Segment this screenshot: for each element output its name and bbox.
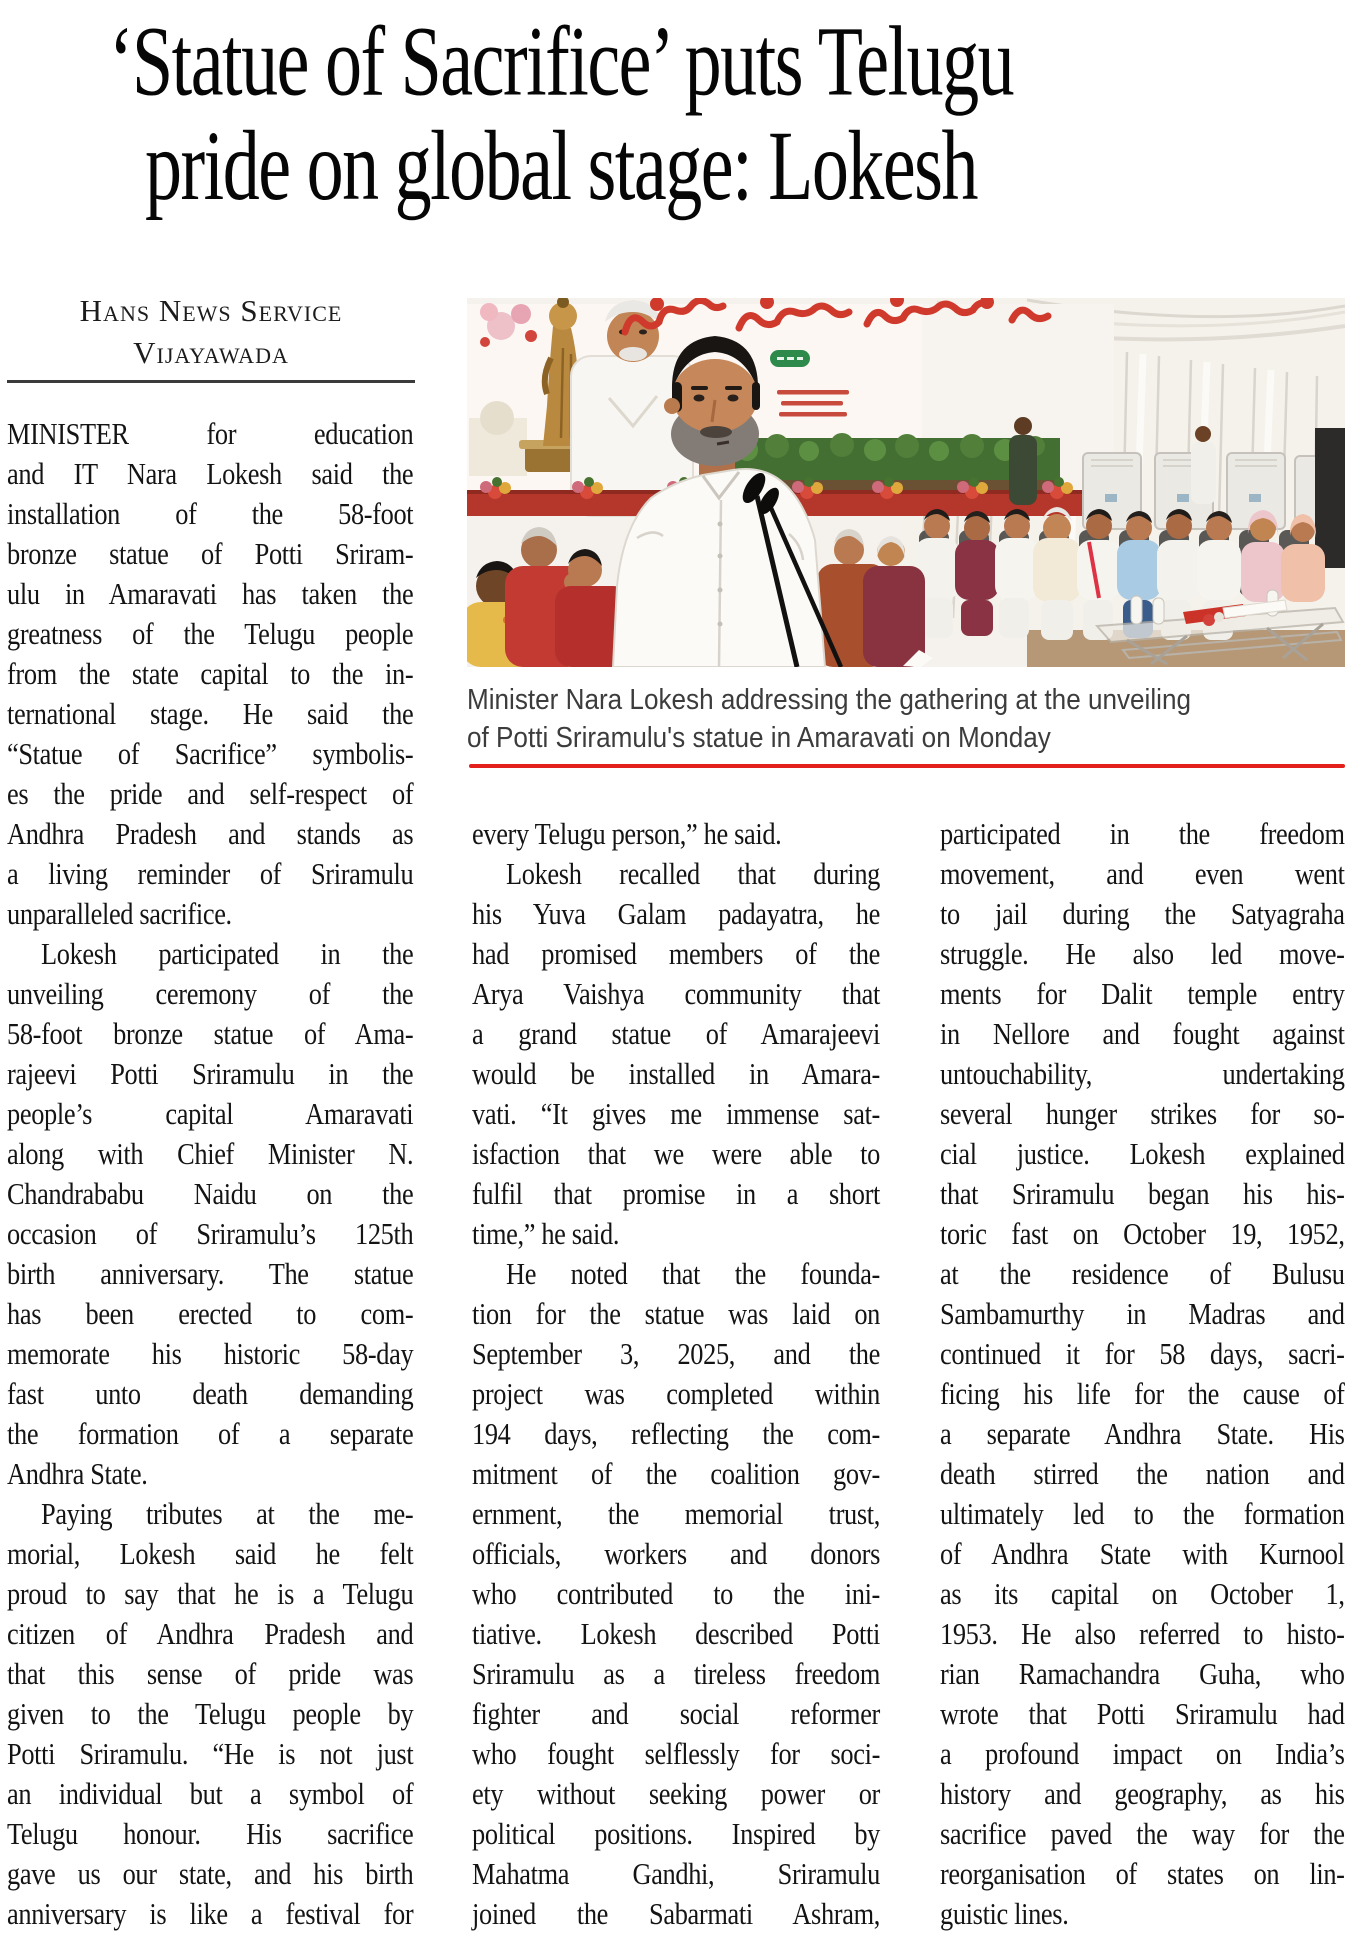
text-line: that Sriramulu began his his- — [940, 1176, 1345, 1211]
text-line: ficing his life for the cause of — [940, 1376, 1345, 1411]
text-line: ety without seeking power or — [472, 1776, 880, 1811]
text-line: memorate his historic 58-day — [7, 1336, 414, 1371]
text-line: anniversary is like a festival for — [7, 1896, 414, 1931]
text-line: Andhra Pradesh and stands as — [7, 816, 414, 851]
caption-divider — [469, 764, 1345, 768]
banner-small-text — [777, 390, 849, 417]
text-line: participated in the freedom — [940, 816, 1345, 851]
text-line: Lokesh recalled that during — [506, 856, 880, 891]
text-line: unparalleled sacrifice. — [7, 896, 232, 931]
text-line: toric fast on October 19, 1952, — [940, 1216, 1345, 1251]
text-line: wrote that Potti Sriramulu had — [940, 1696, 1345, 1731]
text-line: project was completed within — [472, 1376, 880, 1411]
headline-line-2: pride on global stage: Lokesh — [145, 111, 977, 222]
text-line: gave us our state, and his birth — [7, 1856, 414, 1891]
text-line: a separate Andhra State. His — [940, 1416, 1345, 1451]
text-line: several hunger strikes for so- — [940, 1096, 1345, 1131]
text-line: tiative. Lokesh described Potti — [472, 1616, 880, 1651]
text-line: Lokesh participated in the — [41, 936, 414, 971]
text-line: struggle. He also led move- — [940, 936, 1345, 971]
text-line: political positions. Inspired by — [472, 1816, 880, 1851]
text-line: Andhra State. — [7, 1456, 148, 1491]
text-line: that this sense of pride was — [7, 1656, 414, 1691]
text-line: Sambamurthy in Madras and — [940, 1296, 1345, 1331]
text-line: es the pride and self-respect of — [7, 776, 414, 811]
text-line: guistic lines. — [940, 1896, 1069, 1931]
text-line: September 3, 2025, and the — [472, 1336, 880, 1371]
banner-green-badge — [770, 350, 810, 367]
text-line: time,” he said. — [472, 1216, 620, 1251]
text-line: a grand statue of Amarajeevi — [472, 1016, 880, 1051]
text-line: He noted that the founda- — [506, 1256, 880, 1291]
text-line: Paying tributes at the me- — [41, 1496, 414, 1531]
text-line: morial, Lokesh said he felt — [7, 1536, 414, 1571]
text-line: mitment of the coalition gov- — [472, 1456, 880, 1491]
text-line: history and geography, as his — [940, 1776, 1345, 1811]
byline-agency: Hans News Service — [79, 293, 343, 328]
text-line: birth anniversary. The statue — [7, 1256, 414, 1291]
text-line: a profound impact on India’s — [940, 1736, 1345, 1771]
text-line: tion for the statue was laid on — [472, 1296, 880, 1331]
text-line: the formation of a separate — [7, 1416, 414, 1451]
text-line: every Telugu person,” he said. — [472, 816, 782, 851]
text-line: citizen of Andhra Pradesh and — [7, 1616, 414, 1651]
photo-caption — [467, 681, 1349, 757]
text-line: rian Ramachandra Guha, who — [940, 1656, 1345, 1691]
text-line: MINISTER for education — [7, 416, 414, 451]
text-line: along with Chief Minister N. — [7, 1136, 414, 1171]
text-line: Chandrababu Naidu on the — [7, 1176, 414, 1211]
text-line: who contributed to the ini- — [472, 1576, 880, 1611]
byline-divider — [7, 380, 415, 383]
text-line: ulu in Amaravati has taken the — [7, 576, 414, 611]
text-line: ternational stage. He said the — [7, 696, 414, 731]
text-line: Arya Vaishya community that — [472, 976, 880, 1011]
text-line: vati. “It gives me immense sat- — [472, 1096, 880, 1131]
text-line: at the residence of Bulusu — [940, 1256, 1345, 1291]
text-line: ultimately led to the formation — [940, 1496, 1345, 1531]
photo-caption-line-1: Minister Nara Lokesh addressing the gathering at the unveiling — [467, 684, 1191, 716]
text-line: who fought selflessly for soci- — [472, 1736, 880, 1771]
text-line: cial justice. Lokesh explained — [940, 1136, 1345, 1171]
byline-city: Vijayawada — [133, 335, 289, 370]
text-line: rajeevi Potti Sriramulu in the — [7, 1056, 414, 1091]
text-line: an individual but a symbol of — [7, 1776, 414, 1811]
article-column-2 — [472, 814, 880, 1934]
text-line: and IT Nara Lokesh said the — [7, 456, 414, 491]
text-line: to jail during the Satyagraha — [940, 896, 1345, 931]
text-line: fulfil that promise in a short — [472, 1176, 880, 1211]
text-line: isfaction that we were able to — [472, 1136, 880, 1171]
text-line: had promised members of the — [472, 936, 880, 971]
text-line: people’s capital Amaravati — [7, 1096, 414, 1131]
text-line: reorganisation of states on lin- — [940, 1856, 1345, 1891]
text-line: death stirred the nation and — [940, 1456, 1345, 1491]
text-line: in Nellore and fought against — [940, 1016, 1345, 1051]
text-line: bronze statue of Potti Sriram- — [7, 536, 414, 571]
news-photo — [467, 298, 1345, 667]
text-line: joined the Sabarmati Ashram, — [472, 1896, 880, 1931]
text-line: a living reminder of Sriramulu — [7, 856, 414, 891]
text-line: Telugu honour. His sacrifice — [7, 1816, 414, 1851]
text-line: occasion of Sriramulu’s 125th — [7, 1216, 414, 1251]
headline — [0, 7, 1122, 222]
text-line: untouchability, undertaking — [940, 1056, 1345, 1091]
text-line: from the state capital to the in- — [7, 656, 414, 691]
headline-line-1: ‘Statue of Sacrifice’ puts Telugu — [108, 7, 1014, 118]
text-line: movement, and even went — [940, 856, 1345, 891]
photo-caption-line-2: of Potti Sriramulu's statue in Amaravati on Monday — [467, 722, 1051, 754]
text-line: continued it for 58 days, sacri- — [940, 1336, 1345, 1371]
text-line: ments for Dalit temple entry — [940, 976, 1345, 1011]
text-line: has been erected to com- — [7, 1296, 414, 1331]
text-line: greatness of the Telugu people — [7, 616, 414, 651]
text-line: as its capital on October 1, — [940, 1576, 1345, 1611]
text-line: fast unto death demanding — [7, 1376, 414, 1411]
text-line: his Yuva Galam padayatra, he — [472, 896, 880, 931]
photo-illustration — [467, 298, 1345, 667]
article-column-3 — [940, 814, 1345, 1934]
text-line: officials, workers and donors — [472, 1536, 880, 1571]
text-line: “Statue of Sacrifice” symbolis- — [7, 736, 414, 771]
text-line: given to the Telugu people by — [7, 1696, 414, 1731]
text-line: Mahatma Gandhi, Sriramulu — [472, 1856, 880, 1891]
text-line: installation of the 58-foot — [7, 496, 414, 531]
text-line: would be installed in Amara- — [472, 1056, 880, 1091]
byline — [7, 290, 415, 374]
text-line: fighter and social reformer — [472, 1696, 880, 1731]
text-line: 1953. He also referred to histo- — [940, 1616, 1345, 1651]
text-line: ernment, the memorial trust, — [472, 1496, 880, 1531]
text-line: 58-foot bronze statue of Ama- — [7, 1016, 414, 1051]
text-line: Sriramulu as a tireless freedom — [472, 1656, 880, 1691]
text-line: Potti Sriramulu. “He is not just — [7, 1736, 414, 1771]
text-line: unveiling ceremony of the — [7, 976, 414, 1011]
text-line: 194 days, reflecting the com- — [472, 1416, 880, 1451]
text-line: proud to say that he is a Telugu — [7, 1576, 414, 1611]
article-column-1 — [7, 414, 413, 1934]
text-line: sacrifice paved the way for the — [940, 1816, 1345, 1851]
text-line: of Andhra State with Kurnool — [940, 1536, 1345, 1571]
